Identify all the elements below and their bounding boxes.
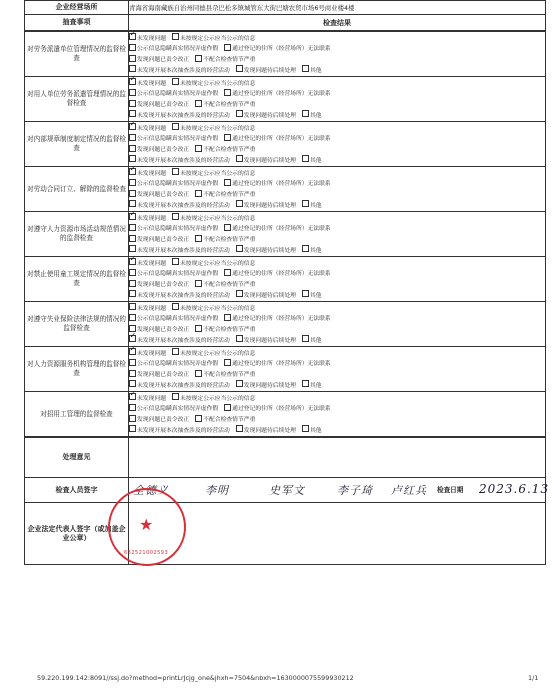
results-header: 检查结果 bbox=[129, 15, 546, 31]
option-label: 其他 bbox=[309, 247, 322, 254]
option-o6[interactable] bbox=[195, 99, 255, 110]
option-o5[interactable] bbox=[129, 369, 189, 380]
option-label: 通过登记的住所（经营场所）无法联系 bbox=[232, 91, 331, 98]
option-label: 发现问题已责令改正 bbox=[137, 147, 190, 153]
checkbox-icon[interactable] bbox=[129, 145, 136, 152]
option-o5[interactable] bbox=[129, 144, 189, 155]
checkbox-icon[interactable] bbox=[236, 155, 243, 162]
option-label: 未发现开展本次抽查涉及的经营活动 bbox=[137, 427, 230, 434]
option-label: 不配合检查情节严重 bbox=[203, 327, 256, 333]
option-label: 不配合检查情节严重 bbox=[203, 147, 256, 153]
checkbox-icon[interactable] bbox=[129, 425, 136, 432]
option-o2[interactable] bbox=[172, 393, 255, 404]
option-label: 不配合检查情节严重 bbox=[203, 192, 256, 198]
item-results bbox=[129, 257, 546, 302]
checkbox-icon[interactable] bbox=[224, 404, 231, 411]
option-label: 发现问题待后续处理 bbox=[243, 247, 296, 254]
inspector-label: 检查人员签字 bbox=[25, 478, 129, 503]
checkbox-icon[interactable] bbox=[129, 348, 136, 355]
option-label: 发现问题待后续处理 bbox=[243, 382, 296, 389]
checkbox-icon[interactable] bbox=[129, 415, 136, 422]
option-label: 未发现问题 bbox=[137, 260, 166, 267]
option-label: 未发现开展本次抽查涉及的经营活动 bbox=[137, 157, 230, 164]
option-label: 通过登记的住所（经营场所）无法联系 bbox=[232, 271, 331, 278]
option-o4[interactable] bbox=[224, 268, 331, 279]
option-o5[interactable] bbox=[129, 54, 189, 65]
option-label: 通过登记的住所（经营场所）无法联系 bbox=[232, 136, 331, 143]
checkbox-icon[interactable] bbox=[236, 110, 243, 117]
item-name: 对劳动合同订立、解除的监督检查 bbox=[25, 167, 129, 212]
option-label: 未发现问题 bbox=[137, 125, 166, 132]
option-o3[interactable] bbox=[129, 358, 218, 369]
option-o5[interactable] bbox=[129, 189, 189, 200]
checkbox-icon[interactable] bbox=[129, 314, 136, 321]
option-o3[interactable] bbox=[129, 133, 218, 144]
option-o2[interactable] bbox=[172, 213, 255, 224]
item-row bbox=[25, 122, 546, 167]
option-label: 发现问题已责令改正 bbox=[137, 57, 190, 63]
option-label: 公示信息隐瞒真实情况弄虚作假 bbox=[137, 316, 219, 323]
item-results bbox=[129, 122, 546, 167]
option-label: 未发现开展本次抽查涉及的经营活动 bbox=[137, 67, 230, 74]
item-name: 对招用工管理的监督检查 bbox=[25, 392, 129, 437]
option-o6[interactable] bbox=[195, 234, 255, 245]
checkbox-icon[interactable] bbox=[195, 235, 202, 242]
option-label: 未发现问题 bbox=[137, 395, 166, 402]
option-o4[interactable] bbox=[224, 43, 331, 54]
checkbox-icon[interactable] bbox=[224, 179, 231, 186]
checkbox-icon[interactable] bbox=[236, 290, 243, 297]
item-row bbox=[25, 257, 546, 302]
option-o8[interactable] bbox=[236, 245, 296, 256]
option-o8[interactable] bbox=[236, 335, 296, 346]
option-label: 发现问题待后续处理 bbox=[243, 337, 296, 344]
option-o1[interactable] bbox=[129, 213, 166, 224]
place-label: 企业经营场所 bbox=[25, 1, 129, 15]
option-label: 未发现问题 bbox=[137, 215, 166, 222]
item-results bbox=[129, 32, 546, 77]
checkbox-icon[interactable] bbox=[129, 123, 136, 130]
option-label: 发现问题已责令改正 bbox=[137, 102, 190, 108]
rep-label: 企业法定代表人签字（或加盖企业公章） bbox=[25, 503, 129, 565]
option-label: 不配合检查情节严重 bbox=[203, 57, 256, 63]
checkbox-icon[interactable] bbox=[236, 425, 243, 432]
option-o1[interactable] bbox=[129, 393, 166, 404]
checkbox-icon[interactable] bbox=[129, 134, 136, 141]
option-label: 其他 bbox=[309, 337, 322, 344]
option-o5[interactable] bbox=[129, 414, 189, 425]
option-o8[interactable] bbox=[236, 425, 296, 436]
item-row bbox=[25, 167, 546, 212]
option-label: 公示信息隐瞒真实情况弄虚作假 bbox=[137, 406, 219, 413]
checkbox-icon[interactable] bbox=[172, 213, 179, 220]
option-label: 未按规定公示应当公示的信息 bbox=[180, 350, 256, 357]
page-number: 1/1 bbox=[528, 674, 539, 682]
option-label: 公示信息隐瞒真实情况弄虚作假 bbox=[137, 271, 219, 278]
option-o1[interactable] bbox=[129, 78, 166, 89]
option-label: 其他 bbox=[309, 292, 322, 299]
opinion-value bbox=[129, 438, 546, 478]
checkbox-icon[interactable] bbox=[172, 168, 179, 175]
checkbox-icon[interactable] bbox=[195, 100, 202, 107]
checkbox-icon[interactable] bbox=[129, 224, 136, 231]
option-label: 公示信息隐瞒真实情况弄虚作假 bbox=[137, 181, 219, 188]
option-label: 通过登记的住所（经营场所）无法联系 bbox=[232, 361, 331, 368]
option-o5[interactable] bbox=[129, 99, 189, 110]
option-label: 公示信息隐瞒真实情况弄虚作假 bbox=[137, 91, 219, 98]
option-o6[interactable] bbox=[195, 279, 255, 290]
option-o1[interactable] bbox=[129, 123, 166, 134]
option-label: 未发现问题 bbox=[137, 350, 166, 357]
checkbox-icon[interactable] bbox=[195, 190, 202, 197]
rep-sign-cell bbox=[129, 503, 546, 565]
option-o4[interactable] bbox=[224, 358, 331, 369]
option-label: 其他 bbox=[309, 67, 322, 74]
option-o7[interactable] bbox=[129, 380, 230, 391]
option-label: 未发现问题 bbox=[137, 170, 166, 177]
signature-2: 李明 bbox=[205, 484, 229, 497]
checkbox-icon[interactable] bbox=[129, 359, 136, 366]
option-o6[interactable] bbox=[195, 144, 255, 155]
checkbox-icon[interactable] bbox=[224, 269, 231, 276]
option-label: 发现问题待后续处理 bbox=[243, 292, 296, 299]
checkbox-icon[interactable] bbox=[129, 370, 136, 377]
option-o1[interactable] bbox=[129, 258, 166, 269]
checkbox-icon[interactable] bbox=[129, 393, 136, 400]
option-label: 发现问题已责令改正 bbox=[137, 327, 190, 333]
item-name: 对禁止使用童工规定情况的监督检查 bbox=[25, 257, 129, 302]
option-label: 未发现开展本次抽查涉及的经营活动 bbox=[137, 337, 230, 344]
option-label: 未发现开展本次抽查涉及的经营活动 bbox=[137, 247, 230, 254]
option-o3[interactable] bbox=[129, 88, 218, 99]
option-label: 发现问题已责令改正 bbox=[137, 282, 190, 288]
item-name: 对用人单位劳务派遣管理情况的监督检查 bbox=[25, 77, 129, 122]
option-label: 发现问题待后续处理 bbox=[243, 157, 296, 164]
option-label: 通过登记的住所（经营场所）无法联系 bbox=[232, 46, 331, 53]
option-label: 发现问题已责令改正 bbox=[137, 417, 190, 423]
option-o8[interactable] bbox=[236, 65, 296, 76]
option-o6[interactable] bbox=[195, 189, 255, 200]
item-results bbox=[129, 347, 546, 392]
option-o4[interactable] bbox=[224, 223, 331, 234]
checkbox-icon[interactable] bbox=[172, 303, 179, 310]
item-name: 对劳务派遣单位管理情况的监督检查 bbox=[25, 32, 129, 77]
checkbox-icon[interactable] bbox=[195, 145, 202, 152]
checkbox-icon[interactable] bbox=[129, 55, 136, 62]
checkbox-icon[interactable] bbox=[129, 404, 136, 411]
checkbox-icon[interactable] bbox=[236, 65, 243, 72]
checkbox-icon[interactable] bbox=[129, 100, 136, 107]
option-o4[interactable] bbox=[224, 403, 331, 414]
signature-4: 李子琦 bbox=[337, 484, 373, 497]
checkbox-icon[interactable] bbox=[172, 348, 179, 355]
checkbox-icon[interactable] bbox=[172, 393, 179, 400]
option-o1[interactable] bbox=[129, 348, 166, 359]
checkbox-icon[interactable] bbox=[129, 213, 136, 220]
checkbox-icon[interactable] bbox=[129, 245, 136, 252]
place-value: 青海省海南藏族自治州同德县尕巴松多镇城管东大街巴塘农贸市场6号商业楼4楼 bbox=[129, 1, 546, 15]
option-label: 未按规定公示应当公示的信息 bbox=[180, 170, 256, 177]
items-table bbox=[24, 31, 546, 437]
option-o8[interactable] bbox=[236, 110, 296, 121]
item-row bbox=[25, 32, 546, 77]
option-label: 发现问题已责令改正 bbox=[137, 192, 190, 198]
option-label: 发现问题已责令改正 bbox=[137, 237, 190, 243]
item-name: 对遵守失业保险法律法规的情况的监督检查 bbox=[25, 302, 129, 347]
checkbox-icon[interactable] bbox=[195, 370, 202, 377]
option-o9[interactable] bbox=[302, 335, 322, 346]
option-label: 发现问题待后续处理 bbox=[243, 202, 296, 209]
checkbox-icon[interactable] bbox=[302, 380, 309, 387]
footer-url: 59.220.199.142:8091//ssj.do?method=printLrJcjg_one&jhxh=7504&nbxh=1630000075599930212 bbox=[37, 674, 354, 682]
checkbox-icon[interactable] bbox=[236, 245, 243, 252]
option-o2[interactable] bbox=[172, 123, 255, 134]
signature-3: 史军文 bbox=[269, 484, 305, 497]
option-o6[interactable] bbox=[195, 324, 255, 335]
option-label: 未发现问题 bbox=[137, 35, 166, 42]
checkbox-icon[interactable] bbox=[129, 200, 136, 207]
option-label: 发现问题待后续处理 bbox=[243, 112, 296, 119]
option-o2[interactable] bbox=[172, 168, 255, 179]
checkbox-icon[interactable] bbox=[302, 110, 309, 117]
inspector-sign-cell bbox=[129, 478, 550, 503]
option-o1[interactable] bbox=[129, 168, 166, 179]
option-label: 公示信息隐瞒真实情况弄虚作假 bbox=[137, 361, 219, 368]
checkbox-icon[interactable] bbox=[224, 134, 231, 141]
checkbox-icon[interactable] bbox=[302, 335, 309, 342]
option-o9[interactable] bbox=[302, 65, 322, 76]
option-o8[interactable] bbox=[236, 155, 296, 166]
option-label: 公示信息隐瞒真实情况弄虚作假 bbox=[137, 226, 219, 233]
checkbox-icon[interactable] bbox=[129, 380, 136, 387]
option-label: 其他 bbox=[309, 202, 322, 209]
option-label: 通过登记的住所（经营场所）无法联系 bbox=[232, 316, 331, 323]
items-header: 抽查事项 bbox=[25, 15, 129, 31]
checkbox-icon[interactable] bbox=[129, 303, 136, 310]
option-o2[interactable] bbox=[172, 348, 255, 359]
item-results bbox=[129, 302, 546, 347]
option-label: 通过登记的住所（经营场所）无法联系 bbox=[232, 181, 331, 188]
checkbox-icon[interactable] bbox=[172, 258, 179, 265]
checkbox-icon[interactable] bbox=[172, 123, 179, 130]
option-label: 未按规定公示应当公示的信息 bbox=[180, 395, 256, 402]
option-o3[interactable] bbox=[129, 313, 218, 324]
checkbox-icon[interactable] bbox=[236, 380, 243, 387]
option-o8[interactable] bbox=[236, 380, 296, 391]
option-o4[interactable] bbox=[224, 178, 331, 189]
company-seal bbox=[108, 488, 186, 566]
checkbox-icon[interactable] bbox=[236, 200, 243, 207]
checkbox-icon[interactable] bbox=[224, 89, 231, 96]
inspection-form bbox=[24, 0, 550, 565]
option-label: 发现问题待后续处理 bbox=[243, 427, 296, 434]
option-o3[interactable] bbox=[129, 223, 218, 234]
option-label: 不配合检查情节严重 bbox=[203, 372, 256, 378]
option-o8[interactable] bbox=[236, 290, 296, 301]
option-label: 发现问题待后续处理 bbox=[243, 67, 296, 74]
option-o2[interactable] bbox=[172, 258, 255, 269]
option-label: 未按规定公示应当公示的信息 bbox=[180, 305, 256, 312]
option-o2[interactable] bbox=[172, 33, 255, 44]
option-o9[interactable] bbox=[302, 110, 322, 121]
checkbox-icon[interactable] bbox=[302, 155, 309, 162]
option-o9[interactable] bbox=[302, 290, 322, 301]
option-o5[interactable] bbox=[129, 279, 189, 290]
checkbox-icon[interactable] bbox=[129, 190, 136, 197]
checkbox-icon[interactable] bbox=[302, 245, 309, 252]
checkbox-icon[interactable] bbox=[302, 200, 309, 207]
option-o9[interactable] bbox=[302, 380, 322, 391]
option-label: 公示信息隐瞒真实情况弄虚作假 bbox=[137, 46, 219, 53]
item-results bbox=[129, 167, 546, 212]
item-results bbox=[129, 212, 546, 257]
option-label: 不配合检查情节严重 bbox=[203, 237, 256, 243]
checkbox-icon[interactable] bbox=[129, 33, 136, 40]
checkbox-icon[interactable] bbox=[302, 425, 309, 432]
option-o7[interactable] bbox=[129, 110, 230, 121]
item-name: 对遵守人力资源市场活动规范情况的监督检查 bbox=[25, 212, 129, 257]
option-o1[interactable] bbox=[129, 303, 166, 314]
option-o7[interactable] bbox=[129, 65, 230, 76]
option-o5[interactable] bbox=[129, 324, 189, 335]
checkbox-icon[interactable] bbox=[195, 280, 202, 287]
option-o4[interactable] bbox=[224, 88, 331, 99]
option-label: 不配合检查情节严重 bbox=[203, 282, 256, 288]
item-row bbox=[25, 77, 546, 122]
checkbox-icon[interactable] bbox=[172, 78, 179, 85]
option-o7[interactable] bbox=[129, 245, 230, 256]
option-o4[interactable] bbox=[224, 313, 331, 324]
option-label: 通过登记的住所（经营场所）无法联系 bbox=[232, 226, 331, 233]
checkbox-icon[interactable] bbox=[224, 224, 231, 231]
option-o9[interactable] bbox=[302, 245, 322, 256]
checkbox-icon[interactable] bbox=[129, 89, 136, 96]
date-label: 检查日期 bbox=[437, 486, 464, 494]
checkbox-icon[interactable] bbox=[195, 55, 202, 62]
form-table bbox=[24, 0, 546, 31]
option-label: 其他 bbox=[309, 157, 322, 164]
option-label: 通过登记的住所（经营场所）无法联系 bbox=[232, 406, 331, 413]
checkbox-icon[interactable] bbox=[129, 78, 136, 85]
checkbox-icon[interactable] bbox=[129, 110, 136, 117]
option-o1[interactable] bbox=[129, 33, 166, 44]
option-o9[interactable] bbox=[302, 425, 322, 436]
seal-star-icon: ★ bbox=[139, 515, 154, 534]
option-o7[interactable] bbox=[129, 155, 230, 166]
option-label: 未按规定公示应当公示的信息 bbox=[180, 80, 256, 87]
option-o7[interactable] bbox=[129, 200, 230, 211]
item-results bbox=[129, 77, 546, 122]
option-o3[interactable] bbox=[129, 403, 218, 414]
checkbox-icon[interactable] bbox=[129, 258, 136, 265]
checkbox-icon[interactable] bbox=[129, 44, 136, 51]
option-o3[interactable] bbox=[129, 43, 218, 54]
option-o9[interactable] bbox=[302, 200, 322, 211]
option-o7[interactable] bbox=[129, 425, 230, 436]
option-o8[interactable] bbox=[236, 200, 296, 211]
option-label: 未发现开展本次抽查涉及的经营活动 bbox=[137, 382, 230, 389]
option-label: 其他 bbox=[309, 427, 322, 434]
option-label: 未按规定公示应当公示的信息 bbox=[180, 215, 256, 222]
checkbox-icon[interactable] bbox=[195, 325, 202, 332]
option-o9[interactable] bbox=[302, 155, 322, 166]
item-results bbox=[129, 392, 546, 437]
option-o7[interactable] bbox=[129, 290, 230, 301]
item-row bbox=[25, 347, 546, 392]
item-row bbox=[25, 302, 546, 347]
item-name: 对内部规章制度制定情况的监督检查 bbox=[25, 122, 129, 167]
option-label: 未按规定公示应当公示的信息 bbox=[180, 125, 256, 132]
checkbox-icon[interactable] bbox=[129, 179, 136, 186]
signature-1: 全德义 bbox=[133, 484, 169, 497]
option-o2[interactable] bbox=[172, 303, 255, 314]
checkbox-icon[interactable] bbox=[224, 359, 231, 366]
option-label: 其他 bbox=[309, 382, 322, 389]
item-row bbox=[25, 212, 546, 257]
checkbox-icon[interactable] bbox=[172, 33, 179, 40]
date-value: 2023.6.13 bbox=[479, 482, 550, 496]
option-label: 其他 bbox=[309, 112, 322, 119]
option-label: 发现问题已责令改正 bbox=[137, 372, 190, 378]
option-o6[interactable] bbox=[195, 369, 255, 380]
item-row bbox=[25, 392, 546, 437]
option-o7[interactable] bbox=[129, 335, 230, 346]
checkbox-icon[interactable] bbox=[224, 314, 231, 321]
checkbox-icon[interactable] bbox=[195, 415, 202, 422]
option-label: 未发现开展本次抽查涉及的经营活动 bbox=[137, 202, 230, 209]
checkbox-icon[interactable] bbox=[129, 280, 136, 287]
option-label: 不配合检查情节严重 bbox=[203, 417, 256, 423]
option-label: 不配合检查情节严重 bbox=[203, 102, 256, 108]
checkbox-icon[interactable] bbox=[236, 335, 243, 342]
option-o5[interactable] bbox=[129, 234, 189, 245]
checkbox-icon[interactable] bbox=[129, 290, 136, 297]
item-name: 对人力资源服务机构管理的监督检查 bbox=[25, 347, 129, 392]
option-o4[interactable] bbox=[224, 133, 331, 144]
checkbox-icon[interactable] bbox=[129, 235, 136, 242]
option-o6[interactable] bbox=[195, 54, 255, 65]
option-label: 未发现问题 bbox=[137, 305, 166, 312]
opinion-label: 处理意见 bbox=[25, 438, 129, 478]
option-o3[interactable] bbox=[129, 268, 218, 279]
checkbox-icon[interactable] bbox=[129, 65, 136, 72]
signature-5: 卢红兵 bbox=[391, 484, 427, 497]
checkbox-icon[interactable] bbox=[129, 269, 136, 276]
option-label: 公示信息隐瞒真实情况弄虚作假 bbox=[137, 136, 219, 143]
option-label: 未按规定公示应当公示的信息 bbox=[180, 260, 256, 267]
option-o6[interactable] bbox=[195, 414, 255, 425]
option-label: 未发现问题 bbox=[137, 80, 166, 87]
checkbox-icon[interactable] bbox=[224, 44, 231, 51]
checkbox-icon[interactable] bbox=[302, 290, 309, 297]
option-label: 未发现开展本次抽查涉及的经营活动 bbox=[137, 112, 230, 119]
checkbox-icon[interactable] bbox=[129, 155, 136, 162]
checkbox-icon[interactable] bbox=[302, 65, 309, 72]
checkbox-icon[interactable] bbox=[129, 168, 136, 175]
option-o2[interactable] bbox=[172, 78, 255, 89]
option-o3[interactable] bbox=[129, 178, 218, 189]
seal-code: 632521002593 bbox=[124, 550, 169, 556]
bottom-table bbox=[24, 437, 550, 565]
checkbox-icon[interactable] bbox=[129, 335, 136, 342]
option-label: 未发现开展本次抽查涉及的经营活动 bbox=[137, 292, 230, 299]
option-label: 未按规定公示应当公示的信息 bbox=[180, 35, 256, 42]
